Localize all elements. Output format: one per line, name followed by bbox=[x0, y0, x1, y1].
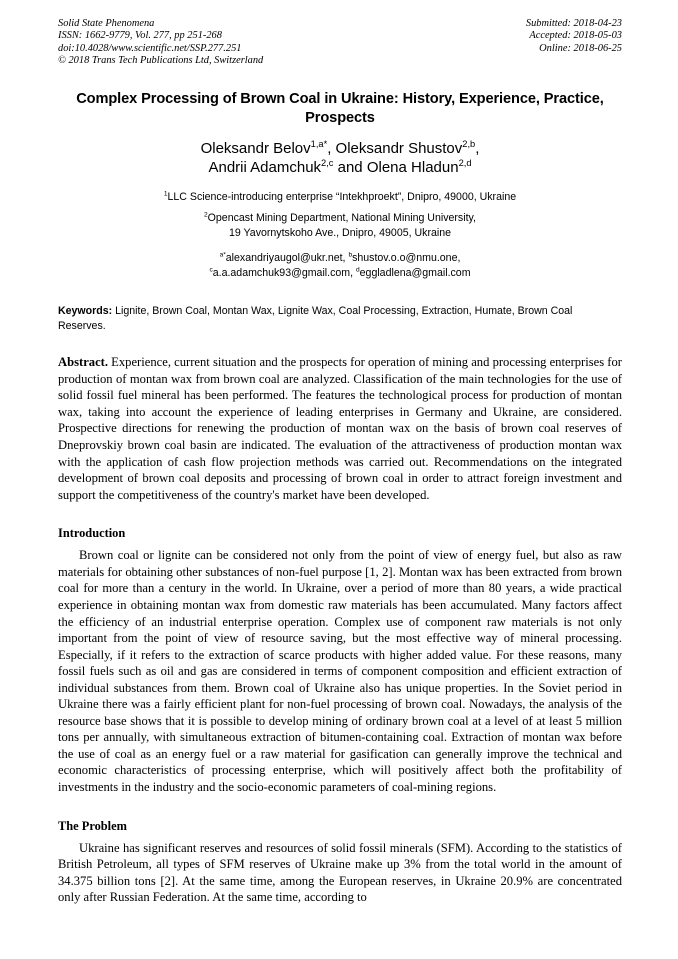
paper-title bbox=[58, 90, 622, 128]
author-emails bbox=[58, 251, 622, 280]
journal-name: Solid State Phenomena bbox=[58, 18, 155, 29]
journal-header-left bbox=[58, 18, 263, 68]
section-paragraph-introduction: Brown coal or lignite can be considered not only from the point of view of energy fuel, but also as raw materials for obtaining other substances of non-fuel purpose [1, 2]. Montan wax has been extracted from brown coal for more than a century in the world. In Ukraine, over a period of more than 80 years, a wide practical experience in obtaining montan wax from domestic raw materials has been accumulated. Many factors affect the efficiency of an industrial enterprise operation. Complex use of component raw materials is not only important from the point of view of resource saving, but the most effective way of mineral processing. Especially, if it refers to the extraction of scarce products with higher added value. For these reasons, many fossil fuels such as oil and gas are considered in terms of component composition and efficient extraction of individual substances from them. Brown coal of Ukraine also has unique properties. In the Soviet period in Ukraine there was a fairly efficient plant for non-fuel processing of brown coal. Nowadays, the analysis of the resource base shows that it is possible to develop mining of ordinary brown coal at a level of at least 5 million tons per annually, with simultaneous extraction of bitumen-containing coal. Extraction of montan wax before the use of coal as an energy fuel or a raw material for gasification can generally improve the technical and economic characteristics of processing enterprise, which will positively affect both the profitability of investments in the industry and the socio-economic parameters of coal-mining regions. bbox=[58, 548, 622, 794]
keywords-label: Keywords: bbox=[58, 304, 113, 317]
affiliation-list bbox=[58, 190, 622, 241]
author-name-2: Oleksandr Shustov bbox=[335, 139, 463, 157]
abstract-section bbox=[58, 354, 622, 503]
email-address-3[interactable]: a.a.adamchuk93@gmail.com, bbox=[212, 267, 356, 279]
author-name-4: Olena Hladun bbox=[366, 159, 459, 177]
keywords-text: Lignite, Brown Coal, Montan Wax, Lignite Wax, Coal Processing, Extraction, Humate, Brown Coal Reserves. bbox=[58, 304, 573, 332]
paper-title-line2: Practice, Prospects bbox=[305, 90, 604, 126]
author-name-3: Andrii Adamchuk bbox=[208, 159, 322, 177]
email-line-2 bbox=[58, 266, 622, 281]
author-affil-marker-2: 2,b bbox=[462, 138, 476, 149]
email-address-4[interactable]: eggladlena@gmail.com bbox=[359, 267, 471, 279]
affiliation-2-text: Opencast Mining Department, National Mining University, bbox=[207, 212, 476, 225]
section-heading-introduction: Introduction bbox=[58, 526, 126, 541]
email-address-2[interactable]: shustov.o.o@nmu.one, bbox=[352, 252, 461, 265]
email-line-1 bbox=[58, 251, 622, 266]
author-line-2 bbox=[58, 158, 622, 178]
email-address-1[interactable]: alexandriyaugol@ukr.net, bbox=[225, 252, 349, 265]
email-marker-2: b bbox=[348, 251, 353, 259]
page-content bbox=[58, 18, 622, 906]
paper-title-line1: Complex Processing of Brown Coal in Ukraine: History, Experience, bbox=[76, 90, 540, 107]
journal-header bbox=[58, 18, 622, 68]
journal-issn: ISSN: 1662-9779, Vol. 277, pp 251-268 bbox=[58, 30, 222, 42]
affiliation-2-address: 19 Yavornytskoho Ave., Dnipro, 49005, Ukraine bbox=[228, 226, 452, 239]
author-line-1 bbox=[58, 139, 622, 159]
journal-doi: doi:10.4028/www.scientific.net/SSP.277.251 bbox=[58, 42, 242, 54]
section-heading-the-problem: The Problem bbox=[58, 818, 127, 833]
date-accepted: Accepted: 2018-05-03 bbox=[529, 30, 622, 42]
email-marker-1: a* bbox=[219, 251, 226, 259]
author-separator-1: , bbox=[327, 139, 336, 157]
author-separator-3: and bbox=[333, 159, 367, 177]
author-separator-2: , bbox=[475, 139, 480, 157]
affiliation-marker-2: 2 bbox=[204, 211, 208, 219]
email-marker-3: c bbox=[209, 266, 213, 274]
affiliation-1-text: LLC Science-introducing enterprise “Intekhproekt”, Dnipro, 49000, Ukraine bbox=[167, 190, 517, 203]
email-marker-4: d bbox=[356, 266, 360, 274]
affiliation-2 bbox=[58, 211, 622, 226]
author-affil-marker-1: 1,a* bbox=[310, 138, 328, 149]
section-paragraph-the-problem: Ukraine has significant reserves and resources of solid fossil minerals (SFM). According to the statistics of British Petroleum, all types of SFM reserves of Ukraine make up 3% from the total world in the amount of 34.375 billion tons [2]. At the same time, among the European reserves, in Ukraine 20.9% are concentrated only after Russian Federation. At the same time, according to bbox=[58, 840, 622, 905]
journal-copyright: © 2018 Trans Tech Publications Ltd, Switzerland bbox=[58, 55, 264, 67]
affiliation-marker-1: 1 bbox=[163, 190, 168, 198]
abstract-label: Abstract. bbox=[58, 355, 109, 369]
date-online: Online: 2018-06-25 bbox=[539, 42, 622, 54]
author-list bbox=[58, 139, 622, 178]
author-affil-marker-3: 2,c bbox=[321, 158, 334, 169]
keywords-section bbox=[58, 304, 622, 334]
journal-header-dates bbox=[526, 18, 622, 55]
affiliation-1 bbox=[58, 190, 622, 205]
author-name-1: Oleksandr Belov bbox=[200, 139, 311, 157]
abstract-text: Experience, current situation and the prospects for operation of mining and processing enterprises for production of montan wax from brown coal are analyzed. Classification of the main technologies for the use of solid fossil fuel mineral has been performed. The features the technological process for production of montan wax, taking into account the experience of leading enterprises in Germany and Ukraine, are considered. Prospective directions for renewing the production of montan wax on the basis of brown coal reserves of Dneprovskiy brown coal basin are indicated. The evaluation of the attractiveness of production montan wax with the application of cash flow projection methods was carried out. Recommendations on the integrated development of brown coal deposits and processing of brown coal in order to attract foreign investment and support the competitiveness of the country's market have been developed. bbox=[58, 355, 622, 502]
date-submitted: Submitted: 2018-04-23 bbox=[525, 18, 622, 29]
author-affil-marker-4: 2,d bbox=[458, 158, 472, 169]
